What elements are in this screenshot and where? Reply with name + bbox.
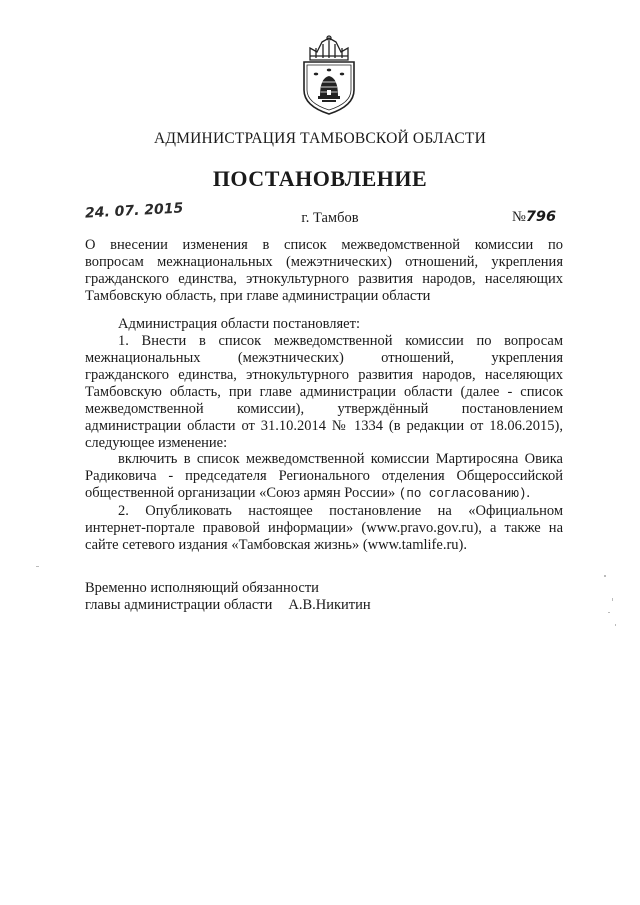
item-2-line: 2. Опубликовать настоящее постановление на «Официальном xyxy=(118,503,563,519)
item-1-line: гражданского единства, этнокультурного развития народов, населяющих xyxy=(85,367,563,383)
scan-speck xyxy=(612,598,613,601)
number-prefix: № xyxy=(512,209,526,225)
item-1-amendment xyxy=(85,451,563,503)
amendment-line: Радиковича - председателя Регионального отделения Общероссийской xyxy=(85,468,563,484)
signature-block xyxy=(85,580,371,614)
item-1-line: администрации области от 31.10.2014 № 1334 (в редакции от 18.06.2015), xyxy=(85,418,563,434)
item-1-line: следующее изменение: xyxy=(85,435,228,451)
amendment-line: включить в список межведомственной комиссии Мартиросяна Овика xyxy=(118,451,563,467)
item-2-paragraph xyxy=(85,503,563,554)
scan-speck xyxy=(615,624,616,626)
signer-position: главы администрации области xyxy=(85,597,273,613)
subject-line: Тамбовскую область, при главе администрации области xyxy=(85,288,431,304)
subject-line: О внесении изменения в список межведомственной комиссии по xyxy=(85,237,563,253)
item-2-line: сайте сетевого издания «Тамбовская жизнь» (www.tamlife.ru). xyxy=(85,537,467,553)
organization-title: АДМИНИСТРАЦИЯ ТАМБОВСКОЙ ОБЛАСТИ xyxy=(154,130,486,147)
document-type-heading: ПОСТАНОВЛЕНИЕ xyxy=(212,166,428,191)
subject-line: гражданского единства, этнокультурного развития народов, населяющих xyxy=(85,271,563,287)
scan-speck xyxy=(608,612,610,613)
item-1-line: 1. Внести в список межведомственной комиссии по вопросам xyxy=(118,333,563,349)
amendment-text: общественной организации «Союз армян России» xyxy=(85,485,396,501)
item-2-line: интернет-портале правовой информации» (www.pravo.gov.ru), а также на xyxy=(85,520,563,536)
scan-speck xyxy=(36,566,39,567)
signer-position-line-1: Временно исполняющий обязанности xyxy=(85,580,319,596)
subject-line: вопросам межнациональных (межэтнических) отношений, укрепления xyxy=(85,254,563,270)
signer-name: А.В.Никитин xyxy=(288,597,371,613)
document-number xyxy=(512,209,556,226)
document-date: 24. 07. 2015 xyxy=(84,200,184,222)
document-subject xyxy=(85,237,563,305)
typed-insertion: (по согласованию) xyxy=(398,487,527,501)
document-city: г. Тамбов xyxy=(301,210,359,226)
item-1-line: Тамбовскую область, при главе администрации области (далее - список xyxy=(85,384,563,400)
item-1-line: межведомственной комиссии), утверждённый постановлением xyxy=(85,401,563,417)
coat-of-arms-emblem xyxy=(296,34,362,116)
scan-speck xyxy=(604,575,606,577)
number-value: 796 xyxy=(525,209,557,225)
signer-position-line-2 xyxy=(85,597,371,614)
item-1-paragraph xyxy=(85,333,563,452)
amendment-end: . xyxy=(526,485,530,501)
item-1-line: межнациональных (межэтнических) отношений, укрепления xyxy=(85,350,563,366)
preamble: Администрация области постановляет: xyxy=(118,316,360,332)
amendment-line xyxy=(85,485,563,503)
